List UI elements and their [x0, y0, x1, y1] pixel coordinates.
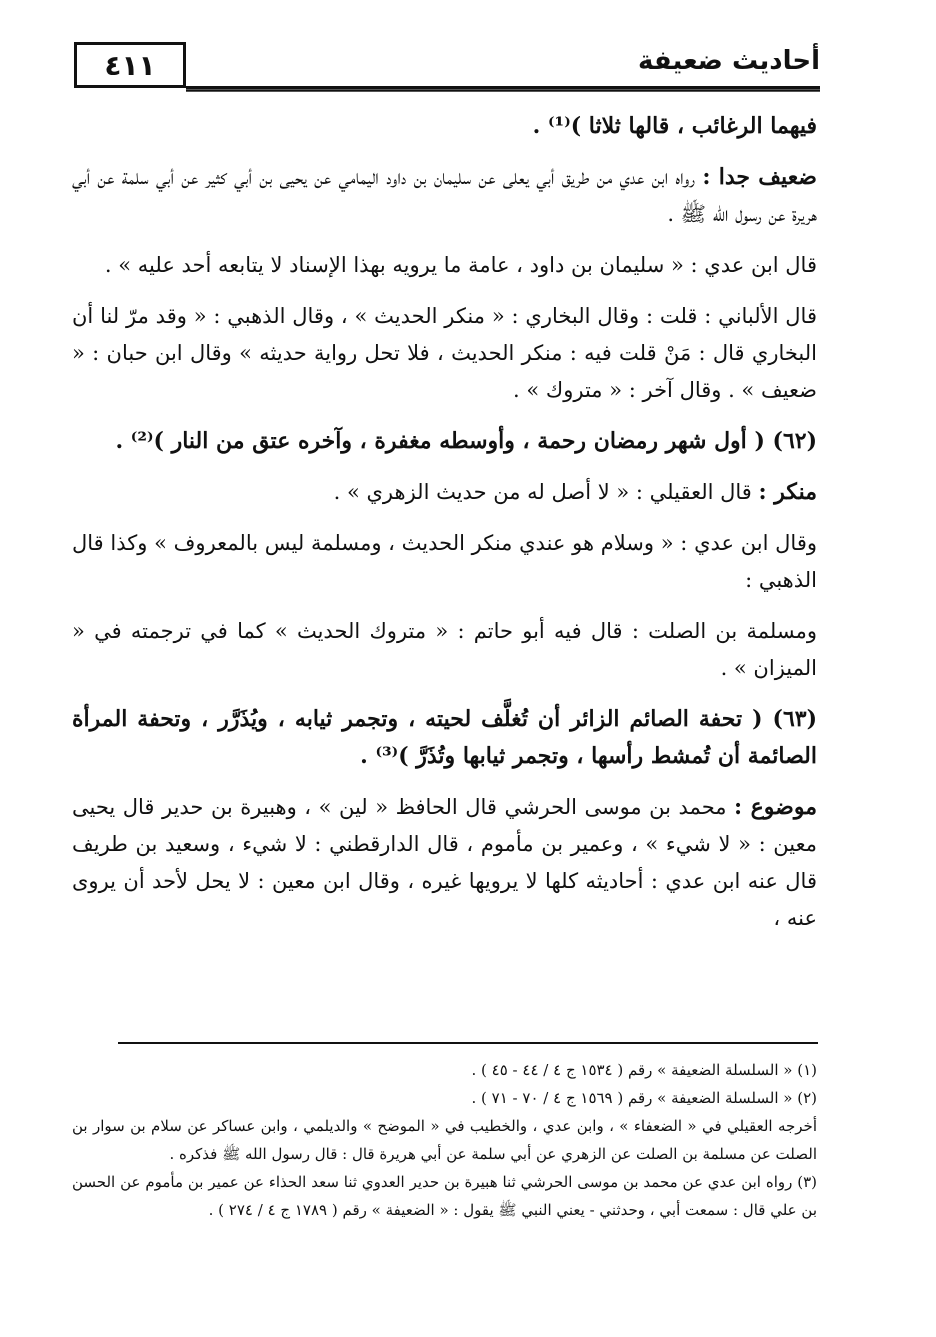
footnote-1: (١) « السلسلة الضعيفة » رقم ( ١٥٣٤ ج ٤ / ٤٤ - ٤٥ ) . [471, 1061, 817, 1079]
hadith-continuation: فيهما الرغائب ، قالها ثلاثا )⁽¹⁾ . [532, 113, 817, 139]
paragraph-grade-61 [72, 159, 817, 233]
footnote-3: (٣) رواه ابن عدي عن محمد بن موسى الحرشي ثنا هبيرة بن حدير العدوي ثنا سعد الحذاء عن عمير بن مأموم عن الحسن بن علي قال : سمعت أبي ، وحدثني - يعني النبي ﷺ يقول : « الضعيفة » رقم ( ١٧٨٩ ج ٤ / ٢٧٤ ) . [72, 1173, 817, 1219]
grade-label: ضعيف جدا : [702, 164, 817, 190]
paragraph-grade-63 [72, 789, 817, 937]
footnote-2: (٢) « السلسلة الضعيفة » رقم ( ١٥٦٩ ج ٤ / ٧٠ - ٧١ ) . [471, 1089, 817, 1107]
footnote-2-detail: أخرجه العقيلي في « الضعفاء » ، وابن عدي ، والخطيب في « الموضح » والديلمي ، وابن عساكر عن سلام بن سوار بن الصلت عن مسلمة بن الصلت عن الزهري عن أبي سلمة عن أبي هريرة قال : قال رسول الله ﷺ فذكره . [72, 1117, 817, 1163]
hadith-63: (٦٣) ( تحفة الصائم الزائر أن تُغلَّف لحيته ، وتجمر ثيابه ، ويُذَرَّر ، وتحفة المرأة الصائمة أن تُمشط رأسها ، وتجمر ثيابها وتُذَرَّ )⁽³⁾ . [72, 706, 817, 769]
header-rule [186, 86, 820, 92]
grade-label: منكر : [758, 479, 817, 505]
paragraph-text: محمد بن موسى الحرشي قال الحافظ « لين » ، وهبيرة بن حدير قال يحيى معين : « لا شيء » ، وعمير بن مأموم ، قال الدارقطني : لا شيء ، وسعيد بن طريف قال عنه ابن عدي : أحاديثه كلها لا يرويها غيره ، وقال ابن معين : لا يحل لأحد أن يروى عنه ، [72, 795, 817, 930]
paragraph-grade-62 [72, 474, 817, 511]
page-header [60, 36, 820, 96]
paragraph-ibn-adi: قال ابن عدي : « سليمان بن داود ، عامة ما يرويه بهذا الإسناد لا يتابعه أحد عليه » . [104, 253, 817, 277]
paragraph-text: قال العقيلي : « لا أصل له من حديث الزهري » . [333, 480, 752, 504]
running-title: أحاديث ضعيفة [638, 46, 820, 76]
paragraph-maslama: ومسلمة بن الصلت : قال فيه أبو حاتم : « متروك الحديث » كما في ترجمته في « الميزان » . [72, 619, 817, 680]
page-body [72, 108, 817, 951]
hadith-62: (٦٢) ( أول شهر رمضان رحمة ، وأوسطه مغفرة ، وآخره عتق من النار )⁽²⁾ . [115, 428, 817, 454]
footnote-separator [118, 1042, 818, 1044]
paragraph-text: رواه ابن عدي من طريق أبي يعلى عن سليمان بن داود اليمامي عن يحيى بن أبي كثير عن أبي سلمة عن أبي هريرة عن رسول الله ﷺ . [72, 165, 817, 226]
paragraph-albani: قال الألباني : قلت : وقال البخاري : « منكر الحديث » ، وقال الذهبي : « وقد مرّ لنا أن البخاري قال : مَنْ قلت فيه : منكر الحديث ، فلا تحل رواية حديثه » وقال ابن حبان : « ضعيف » . وقال آخر : « متروك » . [72, 304, 818, 402]
grade-label: موضوع : [734, 794, 817, 820]
paragraph-ibn-adi-2: وقال ابن عدي : « وسلام هو عندي منكر الحديث ، ومسلمة ليس بالمعروف » وكذا قال الذهبي : [72, 531, 817, 592]
page-number: ٤١١ [74, 42, 186, 88]
footnotes [72, 1056, 817, 1224]
